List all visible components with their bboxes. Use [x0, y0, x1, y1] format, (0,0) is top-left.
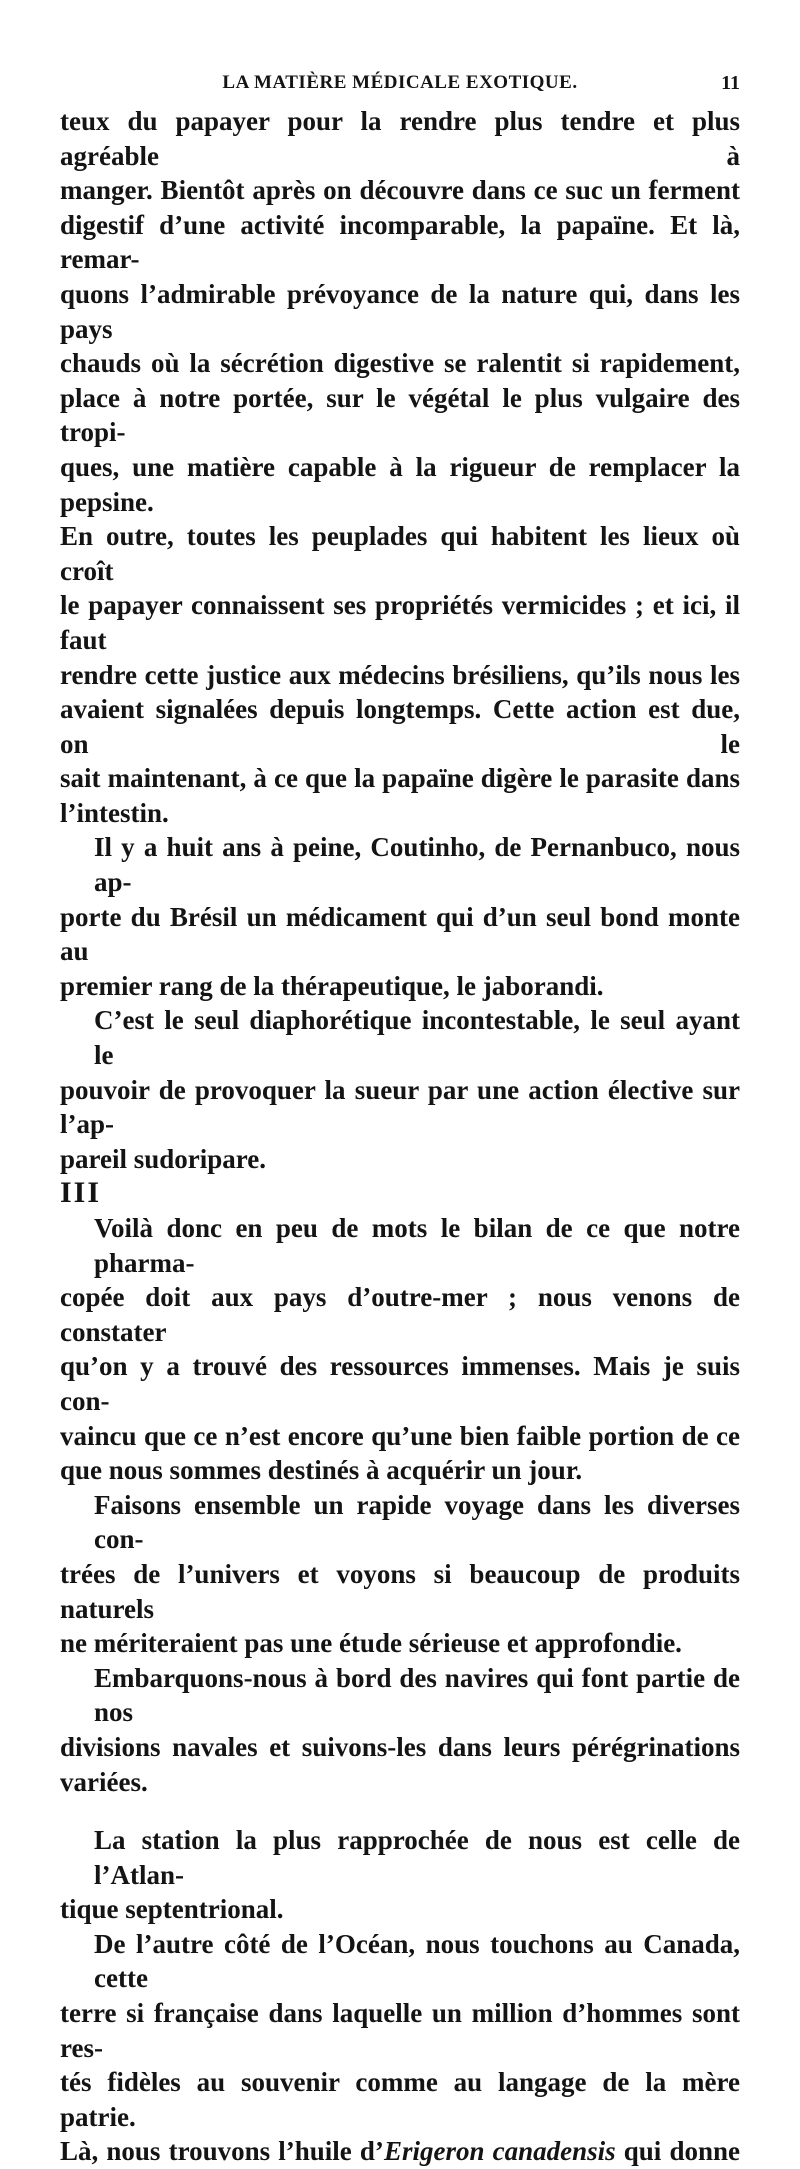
text-line: place à notre portée, sur le végétal le plus vulgaire des tropi- [60, 382, 740, 448]
text-line: copée doit aux pays d’outre-mer ; nous venons de constater [60, 1282, 740, 1347]
text-line: pareil sudoripare. [60, 1143, 267, 1174]
paragraph-gap [60, 1799, 740, 1823]
text-line: qu’on y a trouvé des ressources immenses. Mais je suis con- [60, 1351, 740, 1416]
text-line: divisions navales et suivons-les dans leurs pérégrinations [60, 1731, 740, 1762]
text-line: La station la plus rapprochée de nous est celle de l’Atlan- [94, 1825, 740, 1890]
body-text [60, 104, 740, 2169]
text-line: ne mériteraient pas une étude sérieuse et approfondie. [60, 1628, 682, 1659]
text-line: Embarquons-nous à bord des navires qui font partie de nos [94, 1662, 740, 1728]
text-line: que nous sommes destinés à acquérir un jour. [60, 1455, 583, 1486]
text-line [60, 2134, 740, 2169]
text-line: teux du papayer pour la rendre plus tendre et plus agréable à [60, 106, 740, 171]
section-heading: III [60, 1176, 102, 1210]
text-line: chauds où la sécrétion digestive se ralentit si rapidement, [60, 348, 740, 379]
text-line: tique septentrional. [60, 1894, 284, 1925]
species-name: Erigeron canadensis [383, 2136, 616, 2167]
page-number: 11 [721, 72, 740, 94]
text-line: C’est le seul diaphorétique incontestable, le seul ayant le [94, 1005, 740, 1071]
text-line: quons l’admirable prévoyance de la nature qui, dans les pays [60, 278, 740, 344]
text-line: manger. Bientôt après on découvre dans ce suc un ferment [60, 175, 740, 206]
text-span: qui donne [615, 2136, 740, 2167]
text-line: porte du Brésil un médicament qui d’un seul bond monte au [60, 901, 740, 967]
text-line: le papayer connaissent ses propriétés vermicides ; et ici, il faut [60, 590, 740, 655]
text-line: premier rang de la thérapeutique, le jaborandi. [60, 970, 604, 1001]
text-line: Il y a huit ans à peine, Coutinho, de Pernanbuco, nous ap- [94, 832, 740, 898]
text-line: terre si française dans laquelle un million d’hommes sont res- [60, 1998, 740, 2063]
text-line: En outre, toutes les peuplades qui habitent les lieux où croît [60, 521, 740, 586]
text-line: De l’autre côté de l’Océan, nous touchons au Canada, cette [94, 1928, 740, 1994]
text-line: sait maintenant, à ce que la papaïne digère le parasite dans [60, 763, 740, 794]
text-span: Là, nous trouvons l’huile d’ [60, 2136, 384, 2167]
running-title: LA MATIÈRE MÉDICALE EXOTIQUE. [222, 72, 578, 93]
text-line: ques, une matière capable à la rigueur de remplacer la pepsine. [60, 451, 740, 517]
text-line: l’intestin. [60, 797, 169, 828]
text-line: digestif d’une activité incomparable, la papaïne. Et là, remar- [60, 209, 740, 275]
text-line: vaincu que ce n’est encore qu’une bien faible portion de ce [60, 1420, 740, 1451]
text-line: rendre cette justice aux médecins brésiliens, qu’ils nous les [60, 659, 740, 690]
text-line: Faisons ensemble un rapide voyage dans les diverses con- [94, 1489, 740, 1555]
text-line: trées de l’univers et voyons si beaucoup de produits naturels [60, 1558, 740, 1624]
text-line: tés fidèles au souvenir comme au langage de la mère patrie. [60, 2067, 740, 2132]
page-header [60, 72, 740, 102]
text-line: Voilà donc en peu de mots le bilan de ce que notre pharma- [94, 1213, 740, 1278]
text-line: pouvoir de provoquer la sueur par une action élective sur l’ap- [60, 1074, 740, 1140]
text-line: variées. [60, 1766, 148, 1797]
text-line: avaient signalées depuis longtemps. Cette action est due, on le [60, 694, 740, 759]
